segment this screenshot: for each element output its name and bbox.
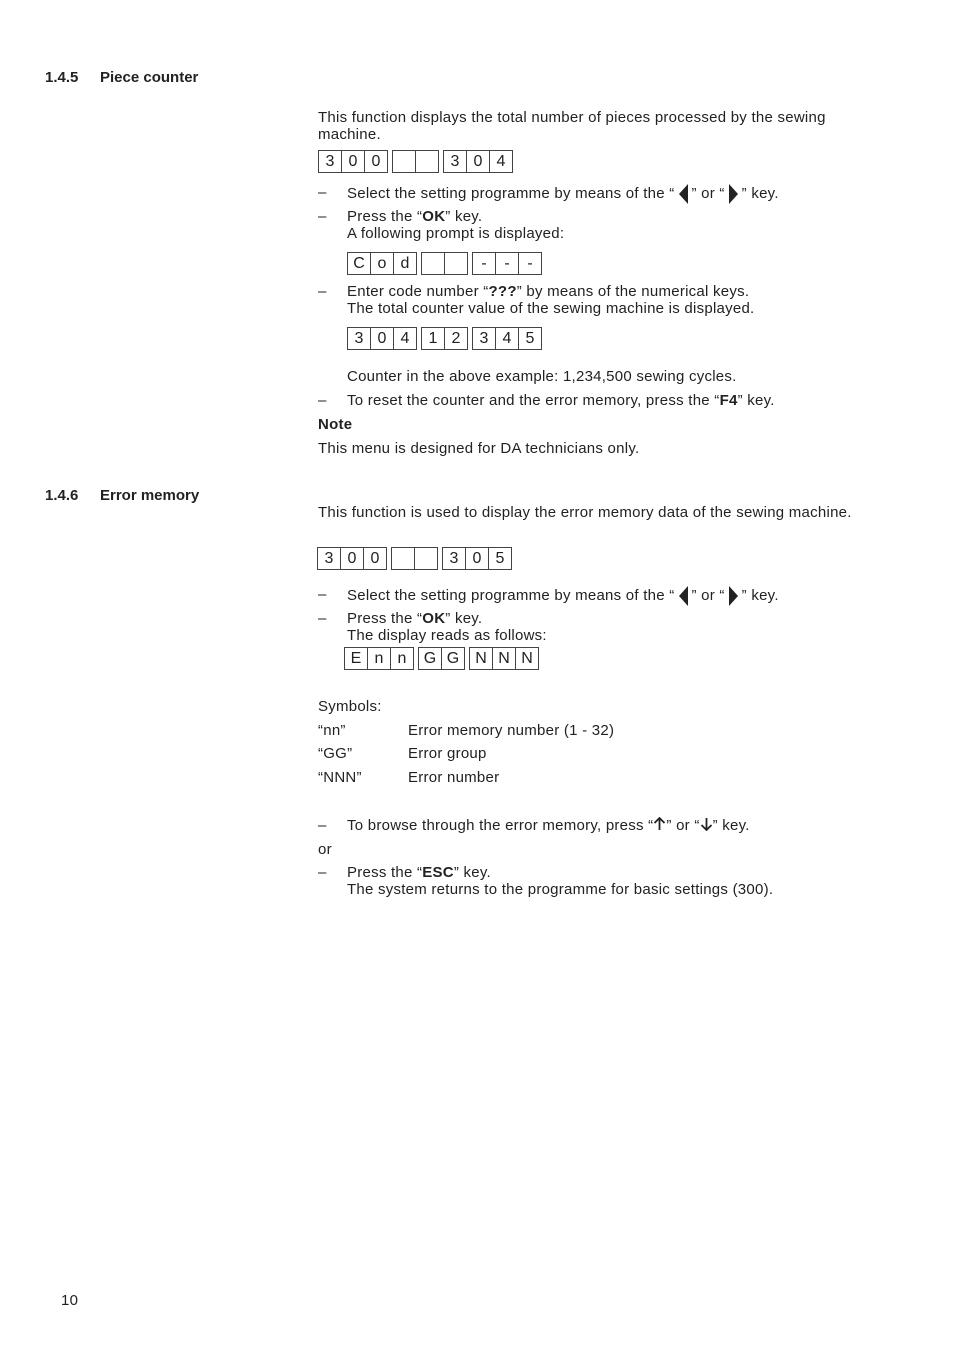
section-title: Piece counter (100, 69, 199, 86)
list-dash: – (318, 283, 327, 300)
lcd-group (469, 647, 539, 670)
lcd-digit: 3 (449, 550, 459, 567)
list-item-continuation: The total counter value of the sewing machine is displayed. (347, 300, 755, 317)
symbol-code: “nn” (318, 722, 346, 739)
lcd-digit (444, 253, 467, 274)
note-title: Note (318, 416, 353, 433)
lcd-digit: 5 (488, 548, 511, 569)
lcd-group (392, 150, 439, 173)
lcd-digit: E (350, 650, 362, 667)
list-dash: – (318, 817, 327, 834)
section-title: Error memory (100, 487, 200, 504)
key-name: F4 (719, 392, 738, 409)
lcd-digit: - (495, 253, 518, 274)
lcd-display (347, 327, 542, 350)
lcd-group (421, 327, 468, 350)
lcd-digit: - (518, 253, 541, 274)
list-item: Press the “OK” key. (347, 208, 483, 225)
note-text: This menu is designed for DA technicians only. (318, 440, 640, 457)
lcd-digit: G (441, 648, 464, 669)
key-name: ESC (422, 864, 454, 881)
lcd-digit: 4 (393, 328, 416, 349)
list-dash: – (318, 586, 327, 603)
lcd-digit (393, 151, 415, 172)
lcd-digit: N (475, 650, 487, 667)
lcd-display (347, 252, 542, 275)
list-dash: – (318, 610, 327, 627)
symbol-desc: Error memory number (1 - 32) (408, 722, 615, 739)
list-item: Select the setting programme by means of the “ ” or “ ” key. (347, 587, 779, 604)
lcd-digit (392, 548, 414, 569)
lcd-display (318, 150, 513, 173)
list-item: To browse through the error memory, press “ ” or “ ” key. (347, 817, 750, 834)
symbols-title: Symbols: (318, 698, 382, 715)
lcd-digit: d (393, 253, 416, 274)
lcd-digit: n (367, 648, 390, 669)
section-number: 1.4.6 (45, 487, 79, 504)
lcd-group (344, 647, 414, 670)
lcd-digit: 3 (479, 330, 489, 347)
arrow-right-key-icon (729, 586, 738, 606)
lcd-digit (422, 253, 444, 274)
lcd-display (317, 547, 512, 570)
lcd-digit: 4 (495, 328, 518, 349)
lcd-group (391, 547, 438, 570)
item-text: ” key. (741, 185, 779, 202)
key-name: OK (422, 208, 446, 225)
symbol-desc: Error number (408, 769, 500, 786)
lcd-digit: 1 (428, 330, 438, 347)
key-name: ??? (488, 283, 517, 300)
lcd-digit: 0 (466, 151, 489, 172)
list-item (347, 184, 779, 204)
arrow-right-key-icon (729, 184, 738, 204)
lcd-group (472, 252, 542, 275)
lcd-digit: 4 (489, 151, 512, 172)
lcd-display (344, 647, 539, 670)
lcd-group (421, 252, 468, 275)
arrow-left-key-icon (679, 184, 688, 204)
lcd-digit: 3 (325, 153, 335, 170)
lcd-digit: 5 (518, 328, 541, 349)
lcd-group (318, 150, 388, 173)
lcd-digit: 0 (364, 151, 387, 172)
lcd-digit: o (370, 253, 393, 274)
lcd-digit: 0 (465, 548, 488, 569)
lcd-group (317, 547, 387, 570)
lcd-group (418, 647, 465, 670)
intro-paragraph: This function is used to display the error memory data of the sewing machine. (318, 504, 852, 521)
key-name: OK (422, 610, 446, 627)
lcd-digit (414, 548, 437, 569)
list-item: Press the “OK” key. (347, 610, 483, 627)
or-text: or (318, 841, 332, 858)
item-text: Select the setting programme by means of the “ (347, 185, 675, 202)
lcd-digit: C (353, 255, 365, 272)
item-text: ” or “ (691, 185, 725, 202)
list-item: Enter code number “???” by means of the numerical keys. (347, 283, 750, 300)
lcd-digit: N (515, 648, 538, 669)
lcd-digit: - (481, 255, 487, 272)
lcd-digit: 2 (444, 328, 467, 349)
lcd-group (443, 150, 513, 173)
list-dash: – (318, 184, 327, 201)
lcd-digit: n (390, 648, 413, 669)
list-item-continuation: The system returns to the programme for basic settings (300). (347, 881, 774, 898)
list-item-continuation: The display reads as follows: (347, 627, 547, 644)
lcd-digit (415, 151, 438, 172)
symbol-code: “GG” (318, 745, 353, 762)
lcd-digit: 3 (324, 550, 334, 567)
symbol-code: “NNN” (318, 769, 362, 786)
lcd-digit: 0 (370, 328, 393, 349)
lcd-digit: N (492, 648, 515, 669)
intro-paragraph: This function displays the total number of pieces processed by the sewing machine. (318, 109, 826, 143)
lcd-digit: 0 (363, 548, 386, 569)
lcd-group (347, 327, 417, 350)
lcd-digit: 0 (340, 548, 363, 569)
list-item-continuation: A following prompt is displayed: (347, 225, 565, 242)
section-number: 1.4.5 (45, 69, 79, 86)
list-item: Press the “ESC” key. (347, 864, 491, 881)
lcd-group (472, 327, 542, 350)
counter-note: Counter in the above example: 1,234,500 sewing cycles. (347, 368, 737, 385)
lcd-digit: 0 (341, 151, 364, 172)
list-dash: – (318, 208, 327, 225)
lcd-group (442, 547, 512, 570)
list-dash: – (318, 864, 327, 881)
lcd-digit: G (423, 650, 437, 667)
symbol-desc: Error group (408, 745, 487, 762)
page-number: 10 (61, 1292, 79, 1309)
arrow-down-icon (700, 817, 713, 834)
lcd-digit: 3 (450, 153, 460, 170)
list-item: To reset the counter and the error memory, press the “F4” key. (347, 392, 775, 409)
arrow-left-key-icon (679, 586, 688, 606)
lcd-group (347, 252, 417, 275)
list-dash: – (318, 392, 327, 409)
lcd-digit: 3 (354, 330, 364, 347)
arrow-up-icon (653, 817, 666, 834)
